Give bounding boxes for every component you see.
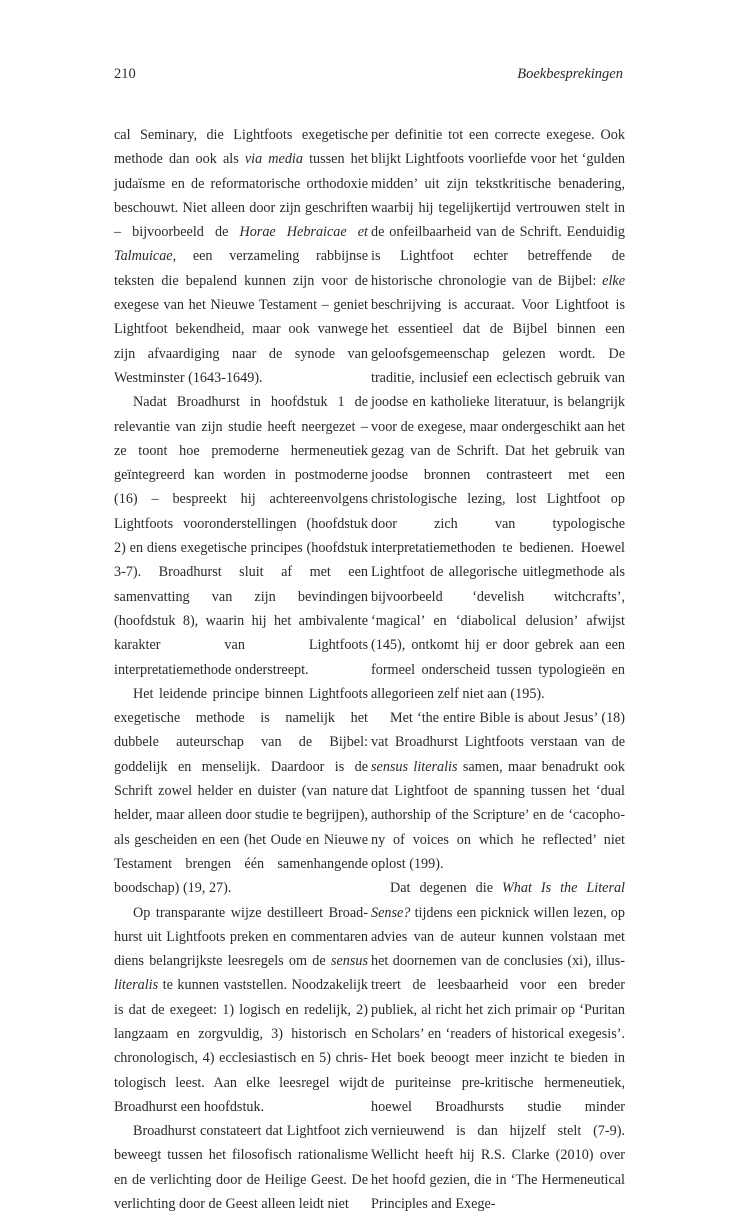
paragraph (114, 390, 368, 682)
italic-text: elke (602, 272, 625, 289)
text-run: cal Seminary, die Lightfoots exegetische methode dan ook als (114, 127, 368, 168)
italic-text: sensus literalis (114, 953, 368, 994)
right-column (371, 123, 625, 1216)
page-number: 210 (114, 66, 136, 82)
paragraph (371, 123, 625, 706)
paragraph (371, 876, 625, 1216)
text-run: Het leidende principe binnen Lightfoots exegetische methode is namelijk het dubbele auteurschap van de Bijbel: goddelijk en menselijk. Daardoor is de Schrift zowel helder en duister (van nature helder, maar alleen door studie te begrijpen), als gescheiden en een (het Oude en Nieuwe Testament brengen één samenhangende boodschap) (19, 27). (114, 685, 368, 897)
paragraph (371, 706, 625, 876)
paragraph (114, 682, 368, 901)
text-run: te kunnen vaststellen. Noodzakelijk is dat de exegeet: 1) logisch en redelijk, 2) langzaam en zorgvuldig, 3) historisch en chronologisch, 4) ecclesiastisch en 5) christologisch leest. Aan elke leesregel wijdt Broadhurst een hoofdstuk. (114, 977, 368, 1115)
italic-text: via media (244, 151, 303, 168)
text-run: , een verzameling rabbijnse teksten die bepalend kunnen zijn voor de exegese van het Nieuwe Testament – geniet Lightfoot bekendheid, maar ook vanwege zijn afvaardiging naar de synode van Westminster (1643-1649). (114, 248, 368, 386)
text-run: Dat degenen die (390, 880, 502, 897)
text-run: Broadhurst constateert dat Lightfoot zich beweegt tussen het filosofisch rationalisme en de verlichting door de Heilige Geest. De verlichting door de Geest alleen leidt niet (114, 1123, 368, 1213)
text-run: tijdens een picknick willen lezen, op advies van de auteur kunnen volstaan met het doornemen van de conclusies (xi), illustreert de leesbaarheid voor een breder publiek, al richt het zich primair op ‘Puritan Scholars’ en ‘readers of historical exegesis’. Het boek beoogt meer inzicht te bieden in de puriteinse pre-kritische hermeneutiek, hoewel Broadhursts studie minder vernieuwend is dan hijzelf stelt (7-9). Wellicht heeft hij R.S. Clarke (2010) over het hoofd gezien, die in ‘The Hermeneutical Principles and Exege- (371, 904, 625, 1213)
paragraph (114, 1119, 368, 1216)
text-run: tussen het judaïsme en de reformatorische orthodoxie beschouwt. Niet alleen door zijn geschriften – bijvoorbeeld de (114, 151, 368, 241)
text-run: Met ‘the entire Bible is about Jesus’ (18) vat Broadhurst Lightfoots verstaan van de (371, 710, 625, 751)
text-run: Op transparante wijze destilleert Broadhurst uit Lightfoots preken en commentaren diens belangrijkste leesregels om de (114, 904, 368, 970)
left-column (114, 123, 368, 1216)
paragraph (114, 901, 368, 1120)
italic-text: sensus literalis (371, 758, 458, 775)
paragraph (114, 123, 368, 390)
text-run: per definitie tot een correcte exegese. Ook blijkt Lightfoots voorliefde voor het ‘gulden midden’ uit zijn tekstkritische benadering, waarbij hij tegelijkertijd vertrouwen stelt in de onfeilbaarheid van de Schrift. Eenduidig is Lightfoot echter betreffende de historische chronologie van de Bijbel: (371, 127, 625, 289)
text-run: beschrijving is accuraat. Voor Lightfoot is het essentieel dat de Bijbel binnen een geloofsgemeenschap gelezen wordt. De traditie, inclusief een eclectisch gebruik van joodse en katholieke literatuur, is belangrijk voor de exegese, maar ondergeschikt aan het gezag van de Schrift. Dat het gebruik van joodse bronnen contrasteert met een christologische lezing, lost Lightfoot op door zich van typologische interpretatiemethoden te bedienen. Hoewel Lightfoot de allegorische uitlegmethode als bijvoorbeeld ‘develish witchcrafts’, ‘magical’ en ‘diabolical delusion’ afwijst (145), ontkomt hij er door gebrek aan een formeel onderscheid tussen typologieën en allegorieen zelf niet aan (195). (371, 297, 625, 702)
text-run: Nadat Broadhurst in hoofdstuk 1 de relevantie van zijn studie heeft neergezet – ze toont hoe premoderne hermeneutiek geïntegreerd kan worden in postmoderne (16) – bespreekt hij achtereenvolgens Lightfoots vooronderstellingen (hoofdstuk 2) en diens exegetische principes (hoofdstuk 3-7). Broadhurst sluit af met een samenvatting van zijn bevindingen (hoofdstuk 8), waarin hij het ambivalente karakter van Lightfoots interpretatiemethode onderstreept. (114, 394, 368, 678)
text-run: samen, maar benadrukt ook dat Lightfoot de spanning tussen het ‘dual authorship of the Scripture’ en de ‘cacophony of voices on which he reflected’ niet oplost (199). (371, 758, 625, 872)
italic-text: Horae Hebraicae et Talmuicae (114, 224, 368, 265)
running-head: Boekbesprekingen (517, 66, 623, 82)
italic-text: What Is the Literal Sense? (371, 880, 625, 921)
